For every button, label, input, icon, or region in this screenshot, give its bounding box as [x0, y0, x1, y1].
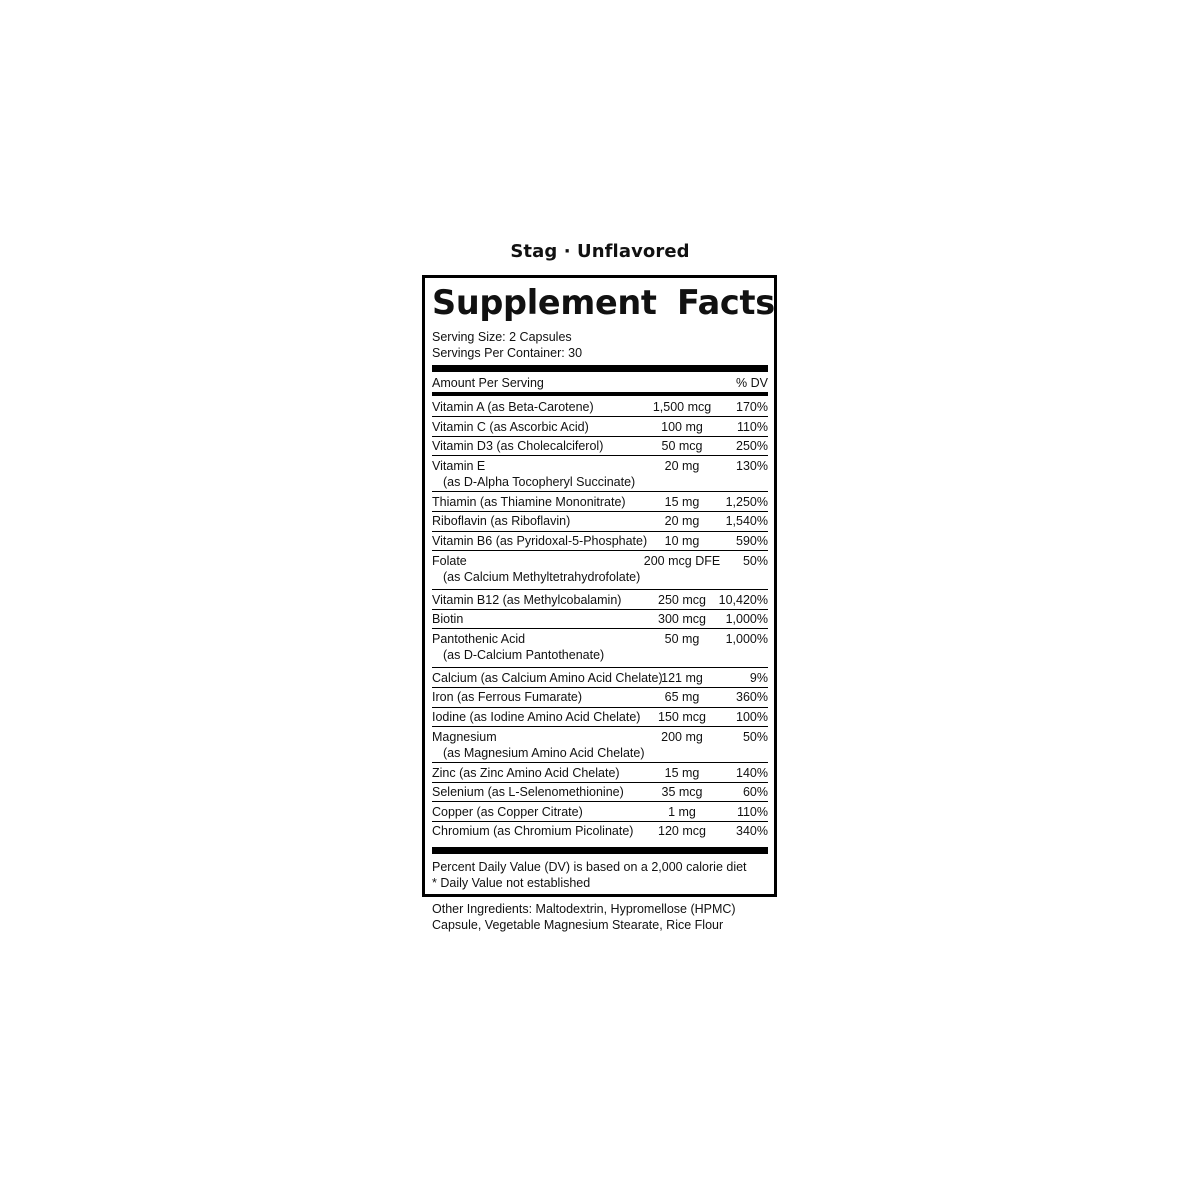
nutrient-dv: 50%: [742, 553, 768, 568]
row-divider: [432, 491, 768, 492]
row-divider: [432, 762, 768, 763]
nutrient-dv: 130%: [736, 458, 768, 473]
nutrient-amount: 121 mg: [661, 670, 703, 685]
nutrient-amount: 100 mg: [661, 419, 703, 434]
row-divider: [432, 455, 768, 456]
nutrient-name: Vitamin B6 (as Pyridoxal-5-Phosphate): [432, 534, 648, 548]
nutrient-dv: 340%: [736, 824, 768, 839]
nutrient-name: Iron (as Ferrous Fumarate): [432, 690, 583, 705]
nutrient-name: Riboflavin (as Riboflavin): [432, 514, 571, 529]
nutrient-amount: 65 mg: [664, 690, 700, 705]
nutrient-source: (as Calcium Methyltetrahydrofolate): [443, 569, 641, 584]
other-ingredients: Other Ingredients: Maltodextrin, Hypromellose (HPMC) Capsule, Vegetable Magnesium Stearate, Rice Flour: [432, 902, 736, 932]
row-divider: [432, 687, 768, 688]
footnote-not-established: * Daily Value not established: [432, 876, 591, 890]
row-divider: [432, 609, 768, 610]
thick-rule-bottom: [432, 847, 768, 854]
product-title: Stag · Unflavored: [510, 241, 690, 262]
row-divider: [432, 416, 768, 417]
nutrient-dv: 60%: [742, 785, 768, 800]
row-divider: [432, 531, 768, 532]
nutrient-dv: 10,420%: [718, 592, 768, 607]
row-divider: [432, 726, 768, 727]
row-divider: [432, 667, 768, 668]
row-divider: [432, 550, 768, 551]
nutrient-dv: 110%: [736, 804, 768, 819]
nutrient-amount: 20 mg: [664, 458, 700, 473]
nutrient-dv: 1,250%: [725, 494, 768, 509]
nutrient-name: Vitamin E: [432, 458, 486, 473]
row-divider: [432, 707, 768, 708]
thick-rule-header: [432, 392, 768, 396]
nutrient-amount: 35 mcg: [661, 785, 703, 800]
nutrient-amount: 300 mcg: [658, 612, 706, 627]
row-divider: [432, 628, 768, 629]
nutrient-dv: 360%: [736, 690, 768, 705]
header-dv: % DV: [736, 376, 768, 390]
nutrient-amount: 15 mg: [664, 765, 700, 780]
nutrient-dv: 9%: [749, 670, 768, 685]
nutrient-dv: 100%: [736, 710, 768, 724]
nutrient-name: Folate: [432, 553, 467, 568]
nutrient-name: Vitamin B12 (as Methylcobalamin): [432, 592, 622, 607]
nutrient-amount: 1,500 mcg: [652, 400, 712, 414]
nutrient-amount: 10 mg: [664, 534, 700, 548]
nutrient-amount: 1 mg: [668, 804, 696, 819]
nutrient-dv: 1,000%: [725, 612, 768, 627]
nutrient-dv: 170%: [736, 400, 768, 414]
serving-size: Serving Size: 2 Capsules: [432, 330, 572, 344]
nutrient-dv: 1,000%: [725, 631, 768, 646]
nutrient-name: Vitamin D3 (as Cholecalciferol): [432, 439, 604, 454]
nutrient-dv: 140%: [736, 765, 768, 780]
nutrient-source: (as D-Alpha Tocopheryl Succinate): [443, 474, 636, 489]
nutrient-name: Zinc (as Zinc Amino Acid Chelate): [432, 765, 620, 780]
nutrient-name: Magnesium: [432, 729, 497, 744]
nutrient-amount: 250 mcg: [658, 592, 706, 607]
nutrient-name: Biotin: [432, 612, 464, 627]
nutrient-dv: 250%: [736, 439, 768, 454]
row-divider: [432, 511, 768, 512]
nutrient-name: Vitamin C (as Ascorbic Acid): [432, 419, 589, 434]
row-divider: [432, 801, 768, 802]
thick-rule-top: [432, 365, 768, 372]
row-divider: [432, 436, 768, 437]
nutrient-amount: 200 mcg DFE: [643, 553, 721, 568]
nutrient-name: Selenium (as L-Selenomethionine): [432, 785, 624, 800]
nutrient-amount: 150 mcg: [658, 710, 706, 724]
nutrient-source: (as D-Calcium Pantothenate): [443, 647, 605, 662]
nutrient-source: (as Magnesium Amino Acid Chelate): [443, 745, 645, 760]
nutrient-dv: 50%: [742, 729, 768, 744]
nutrient-amount: 50 mg: [664, 631, 700, 646]
row-divider: [432, 821, 768, 822]
nutrient-amount: 15 mg: [664, 494, 700, 509]
nutrient-name: Vitamin A (as Beta-Carotene): [432, 400, 594, 414]
nutrient-amount: 120 mcg: [658, 824, 706, 839]
nutrient-amount: 20 mg: [664, 514, 700, 529]
row-divider: [432, 589, 768, 590]
nutrient-dv: 1,540%: [725, 514, 768, 529]
row-divider: [432, 782, 768, 783]
nutrient-amount: 50 mcg: [661, 439, 703, 454]
nutrient-name: Copper (as Copper Citrate): [432, 804, 583, 819]
servings-per-container: Servings Per Container: 30: [432, 346, 583, 360]
nutrient-dv: 110%: [736, 419, 768, 434]
panel-title: Supplement Facts: [432, 283, 775, 322]
nutrient-name: Calcium (as Calcium Amino Acid Chelate): [432, 670, 663, 685]
nutrient-name: Pantothenic Acid: [432, 631, 526, 646]
footnote-dv: Percent Daily Value (DV) is based on a 2,000 calorie diet: [432, 860, 747, 874]
supplement-facts-panel: [422, 275, 777, 897]
nutrient-dv: 590%: [736, 534, 768, 548]
nutrient-amount: 200 mg: [661, 729, 703, 744]
nutrient-name: Thiamin (as Thiamine Mononitrate): [432, 494, 626, 509]
nutrient-name: Iodine (as Iodine Amino Acid Chelate): [432, 710, 641, 724]
header-amount-per-serving: Amount Per Serving: [432, 376, 544, 390]
nutrient-name: Chromium (as Chromium Picolinate): [432, 824, 634, 839]
